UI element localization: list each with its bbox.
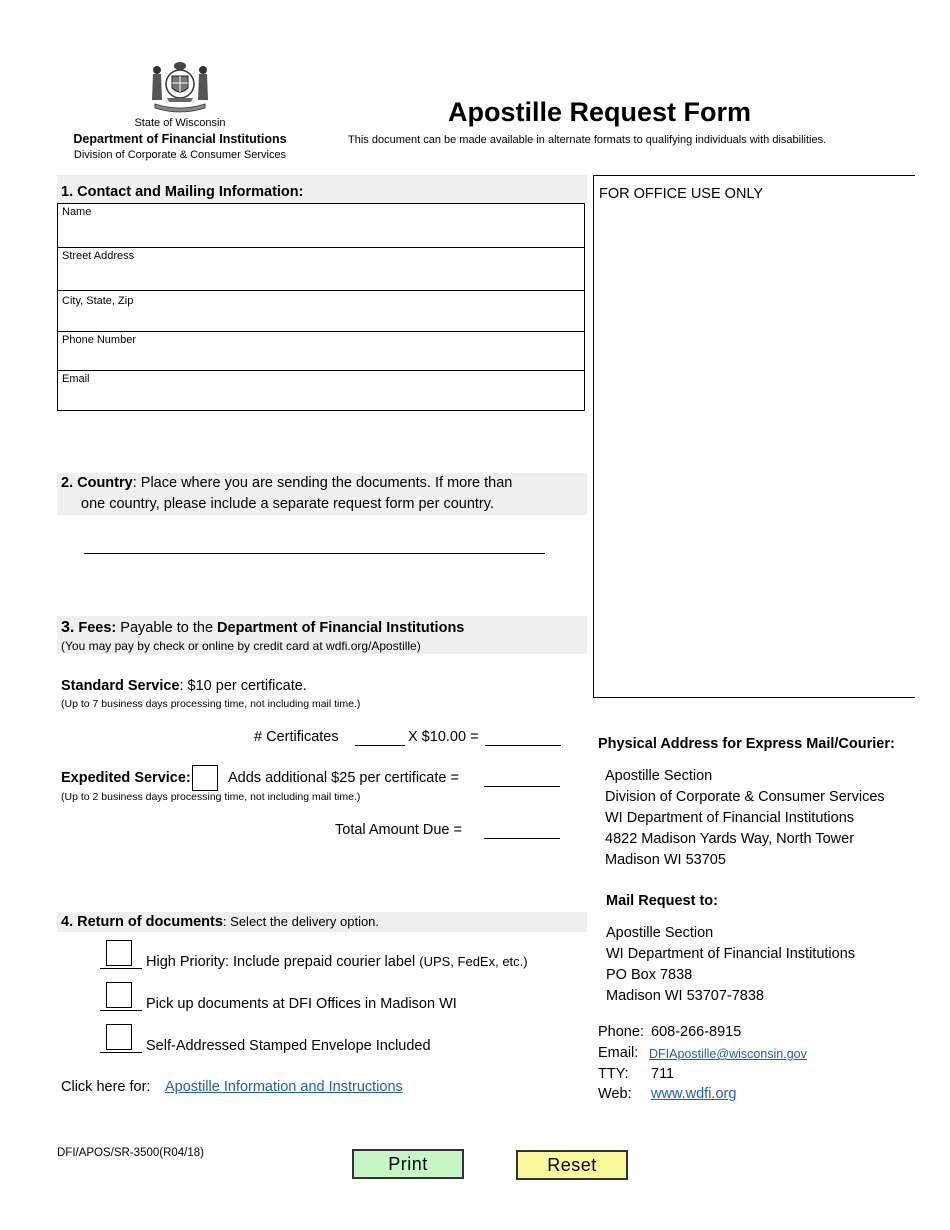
- mail-address-line-2: WI Department of Financial Institutions: [606, 946, 856, 962]
- high-priority-checkbox[interactable]: [106, 940, 132, 966]
- expedited-service-label: Expedited Service:: [61, 770, 191, 786]
- section3-number: 3.: [61, 619, 75, 636]
- total-amount-label: Total Amount Due =: [335, 822, 462, 838]
- standard-service-line: [61, 678, 307, 694]
- section2-text-line2: one country, please include a separate request form per country.: [81, 496, 494, 512]
- section1-header: [57, 175, 587, 203]
- physical-address-line-4: 4822 Madison Yards Way, North Tower: [605, 831, 855, 847]
- sase-underline: [100, 1052, 142, 1053]
- high-priority-note: (UPS, FedEx, etc.): [419, 954, 528, 969]
- department-name: Department of Financial Institutions: [73, 132, 287, 146]
- high-priority-label: [146, 954, 528, 970]
- office-use-label: FOR OFFICE USE ONLY: [599, 186, 764, 202]
- section3-payee: Department of Financial Institutions: [217, 620, 465, 636]
- section2-line1: [61, 475, 512, 491]
- form-number: DFI/APOS/SR-3500(R04/18): [57, 1147, 205, 1159]
- division-name: Division of Corporate & Consumer Services: [73, 149, 287, 161]
- section4-header: [57, 912, 587, 932]
- section2-header: [57, 473, 587, 515]
- office-use-box: [593, 175, 915, 698]
- accessibility-note: This document can be made available in alternate formats to qualifying individuals with disabilities.: [348, 134, 827, 146]
- tty-label: TTY:: [598, 1066, 629, 1082]
- high-priority-text: High Priority: Include prepaid courier label: [146, 954, 416, 970]
- physical-address-heading: Physical Address for Express Mail/Courier:: [598, 736, 895, 752]
- tty-value: 711: [651, 1066, 675, 1082]
- total-amount-field[interactable]: [484, 823, 560, 839]
- street-address-input[interactable]: [62, 270, 580, 288]
- email-contact-label: Email:: [598, 1045, 639, 1061]
- reset-button[interactable]: Reset: [516, 1150, 628, 1180]
- multiplier-label: X $10.00 =: [408, 729, 479, 745]
- standard-service-text: : $10 per certificate.: [179, 678, 307, 694]
- country-field[interactable]: [84, 537, 545, 554]
- city-state-zip-label: City, State, Zip: [62, 295, 134, 307]
- click-here-label: Click here for:: [61, 1079, 151, 1095]
- street-address-field: [57, 247, 585, 290]
- physical-address-line-3: WI Department of Financial Institutions: [605, 810, 855, 826]
- standard-service-label: Standard Service: [61, 678, 180, 694]
- mail-address-line-4: Madison WI 53707-7838: [606, 988, 764, 1004]
- print-button[interactable]: Print: [352, 1149, 464, 1179]
- section3-header: [57, 616, 587, 654]
- city-state-zip-field: [57, 290, 585, 331]
- city-state-zip-input[interactable]: [62, 311, 580, 329]
- web-label: Web:: [598, 1086, 632, 1102]
- standard-service-note: (Up to 7 business days processing time, not including mail time.): [61, 698, 361, 710]
- sase-checkbox[interactable]: [106, 1024, 132, 1050]
- certificates-label: # Certificates: [254, 729, 339, 745]
- email-link[interactable]: DFIApostille@wisconsin.gov: [649, 1047, 807, 1061]
- section4-title: 4. Return of documents: [61, 914, 223, 930]
- mail-address-line-1: Apostille Section: [606, 925, 714, 941]
- standard-subtotal-field[interactable]: [485, 730, 561, 746]
- apostille-info-link[interactable]: Apostille Information and Instructions: [165, 1079, 403, 1095]
- email-field: [57, 370, 585, 411]
- email-label: Email: [62, 373, 90, 385]
- form-title: Apostille Request Form: [448, 97, 752, 127]
- name-field: [57, 203, 585, 247]
- section4-subtitle: : Select the delivery option.: [222, 914, 380, 929]
- section1-title: 1. Contact and Mailing Information:: [61, 184, 304, 200]
- physical-address-line-1: Apostille Section: [605, 768, 713, 784]
- phone-label: Phone:: [598, 1024, 644, 1040]
- payment-note: (You may pay by check or online by credit card at wdfi.org/Apostille): [61, 639, 421, 653]
- email-input[interactable]: [62, 390, 580, 408]
- phone-number-field: [57, 331, 585, 370]
- section4-title-line: [61, 913, 379, 931]
- name-label: Name: [62, 206, 92, 218]
- section2-number: 2.: [61, 475, 74, 491]
- expedited-subtotal-field[interactable]: [484, 771, 560, 787]
- section3-payable-text: Payable to the: [120, 620, 214, 636]
- pickup-label: Pick up documents at DFI Offices in Madison WI: [146, 996, 457, 1012]
- section3-title-line: [61, 619, 464, 637]
- mail-address-line-3: PO Box 7838: [606, 967, 693, 983]
- certificates-count-field[interactable]: [355, 730, 405, 746]
- street-address-label: Street Address: [62, 250, 135, 262]
- section2-title: Country: [77, 475, 133, 491]
- pickup-underline: [100, 1010, 142, 1011]
- phone-value: 608-266-8915: [651, 1024, 742, 1040]
- expedited-service-note: (Up to 2 business days processing time, not including mail time.): [61, 791, 361, 803]
- state-seal: [145, 52, 215, 118]
- high-priority-underline: [100, 968, 142, 969]
- pickup-checkbox[interactable]: [106, 982, 132, 1008]
- expedited-service-text: Adds additional $25 per certificate =: [228, 770, 459, 786]
- mail-request-heading: Mail Request to:: [606, 893, 718, 909]
- name-input[interactable]: [62, 227, 580, 245]
- physical-address-line-5: Madison WI 53705: [605, 852, 726, 868]
- sase-label: Self-Addressed Stamped Envelope Included: [146, 1038, 431, 1054]
- phone-number-input[interactable]: [62, 350, 580, 368]
- web-link[interactable]: www.wdfi.org: [651, 1086, 737, 1102]
- section3-title: Fees:: [78, 620, 117, 636]
- physical-address-line-2: Division of Corporate & Consumer Services: [605, 789, 885, 805]
- expedited-checkbox[interactable]: [192, 765, 218, 791]
- state-name: State of Wisconsin: [134, 117, 226, 129]
- phone-number-label: Phone Number: [62, 334, 136, 346]
- section2-text-line1: : Place where you are sending the documents. If more than: [132, 475, 513, 491]
